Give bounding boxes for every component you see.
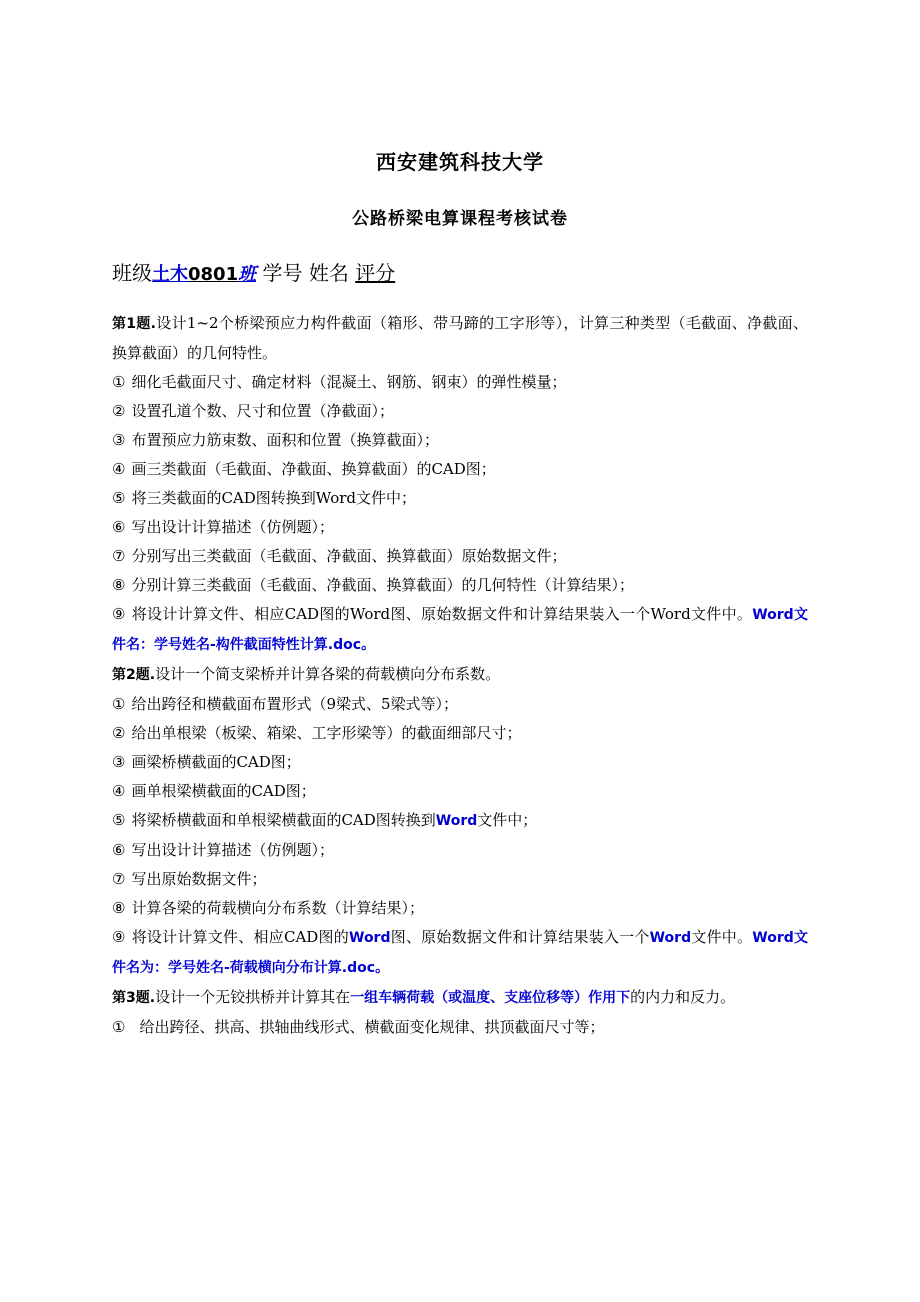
question-3-heading <box>112 983 808 1013</box>
q2-item-9-part3: 文件中。 <box>691 927 753 946</box>
q1-item-1 <box>112 368 808 397</box>
page-title: 西安建筑科技大学 <box>376 150 544 174</box>
q1-item-4 <box>112 455 808 484</box>
q2-item-7-text: 写出原始数据文件； <box>131 869 267 888</box>
q2-item-2-number: ② <box>112 723 126 742</box>
q1-item-3 <box>112 426 808 455</box>
q1-item-8-number: ⑧ <box>112 575 126 594</box>
q2-item-3 <box>112 748 808 777</box>
q1-item-4-number: ④ <box>112 459 126 478</box>
q3-item-1-text: 给出跨径、拱高、拱轴曲线形式、横截面变化规律、拱顶截面尺寸等； <box>139 1017 605 1036</box>
question-3-text-after: 的内力和反力。 <box>630 987 736 1006</box>
q1-item-2-number: ② <box>112 401 126 420</box>
class-major-value: 土木 <box>152 264 188 286</box>
q1-item-8-text: 分别计算三类截面（毛截面、净截面、换算截面）的几何特性（计算结果）； <box>131 575 634 594</box>
question-3-highlight: 一组车辆荷载（或温度、支座位移等）作用下 <box>350 989 631 1006</box>
q1-item-1-number: ① <box>112 372 126 391</box>
q1-item-9-number: ⑨ <box>112 604 126 623</box>
q1-item-9 <box>112 600 808 660</box>
q1-item-7-text: 分别写出三类截面（毛截面、净截面、换算截面）原始数据文件； <box>131 546 567 565</box>
q1-word-filename-note: Word文件名：学号姓名-构件截面特性计算.doc。 <box>112 606 808 653</box>
class-number-value: 0801 <box>188 264 239 286</box>
student-name-label: 姓名 <box>308 261 349 286</box>
q2-item-3-number: ③ <box>112 752 126 771</box>
q2-item-7 <box>112 865 808 894</box>
q2-item-5-number: ⑤ <box>112 810 126 829</box>
q1-item-2 <box>112 397 808 426</box>
score-label: 评分 <box>355 261 396 286</box>
q2-item-4-text: 画单根梁横截面的CAD图； <box>131 781 316 800</box>
q2-item-5-text-before: 将梁桥横截面和单根梁横截面的CAD图转换到 <box>131 810 436 829</box>
q1-item-6-number: ⑥ <box>112 517 126 536</box>
question-3-label: 第3题. <box>112 989 156 1006</box>
q2-item-9-highlight-2: Word <box>649 929 692 946</box>
q1-item-1-text: 细化毛截面尺寸、确定材料（混凝土、钢筋、钢束）的弹性模量； <box>131 372 567 391</box>
q2-item-8-number: ⑧ <box>112 898 126 917</box>
question-2-text: 设计一个简支梁桥并计算各梁的荷载横向分布系数。 <box>155 664 501 683</box>
class-suffix-value: 班 <box>238 264 257 286</box>
q2-item-5-highlight: Word <box>435 812 478 829</box>
q1-item-6 <box>112 513 808 542</box>
q2-item-9-part1: 将设计计算文件、相应CAD图的 <box>131 927 349 946</box>
class-label: 班级 <box>112 261 152 286</box>
q1-item-5 <box>112 484 808 513</box>
questions-body <box>112 287 808 1042</box>
q2-item-9-highlight-1: Word <box>349 929 391 946</box>
q2-item-6-text: 写出设计计算描述（仿例题）； <box>131 840 334 859</box>
question-2-label: 第2题. <box>112 666 156 683</box>
q2-item-1-text: 给出跨径和横截面布置形式（9梁式、5梁式等）； <box>131 694 459 713</box>
q1-item-3-text: 布置预应力筋束数、面积和位置（换算截面）； <box>131 430 439 449</box>
question-1-text: 设计1~2个桥梁预应力构件截面（箱形、带马蹄的工字形等），计算三种类型（毛截面、净截面、换算截面）的几何特性。 <box>112 313 808 362</box>
q2-item-9-part2: 图、原始数据文件和计算结果装入一个 <box>390 927 650 946</box>
q1-item-8 <box>112 571 808 600</box>
q2-item-2-text: 给出单根梁（板梁、箱梁、工字形梁等）的截面细部尺寸； <box>131 723 522 742</box>
q2-item-1 <box>112 690 808 719</box>
q3-item-1-number: ① <box>112 1017 126 1036</box>
q2-word-filename-note: Word文件名为：学号姓名-荷载横向分布计算.doc。 <box>112 929 808 976</box>
q3-item-1 <box>112 1013 808 1042</box>
q2-item-8-text: 计算各梁的荷载横向分布系数（计算结果）； <box>131 898 424 917</box>
q1-item-7 <box>112 542 808 571</box>
q2-item-2 <box>112 719 808 748</box>
q1-item-5-text: 将三类截面的CAD图转换到Word文件中； <box>131 488 416 507</box>
question-3-text-before: 设计一个无铰拱桥并计算其在 <box>155 987 351 1006</box>
q2-item-4-number: ④ <box>112 781 126 800</box>
student-id-label: 学号 <box>262 261 303 286</box>
q2-item-5-text-after: 文件中； <box>477 810 538 829</box>
document-content <box>112 0 808 1042</box>
question-2-heading <box>112 660 808 690</box>
q1-item-5-number: ⑤ <box>112 488 126 507</box>
page-subtitle: 公路桥梁电算课程考核试卷 <box>352 209 568 229</box>
q2-item-9-number: ⑨ <box>112 927 126 946</box>
q2-item-3-text: 画梁桥横截面的CAD图； <box>131 752 301 771</box>
student-info-line <box>112 230 808 286</box>
q1-item-6-text: 写出设计计算描述（仿例题）； <box>131 517 334 536</box>
question-1-label: 第1题. <box>112 315 156 332</box>
q2-item-7-number: ⑦ <box>112 869 126 888</box>
q2-item-1-number: ① <box>112 694 126 713</box>
q1-item-7-number: ⑦ <box>112 546 126 565</box>
q1-item-9-text: 将设计计算文件、相应CAD图的Word图、原始数据文件和计算结果装入一个Word文件中。 <box>131 604 753 623</box>
q1-item-3-number: ③ <box>112 430 126 449</box>
q2-item-6-number: ⑥ <box>112 840 126 859</box>
q2-item-4 <box>112 777 808 806</box>
question-1-heading <box>112 309 808 368</box>
q1-item-2-text: 设置孔道个数、尺寸和位置（净截面）； <box>131 401 394 420</box>
q2-item-5 <box>112 806 808 836</box>
q2-item-6 <box>112 836 808 865</box>
q1-item-4-text: 画三类截面（毛截面、净截面、换算截面）的CAD图； <box>131 459 496 478</box>
q2-item-8 <box>112 894 808 923</box>
q2-item-9 <box>112 923 808 983</box>
